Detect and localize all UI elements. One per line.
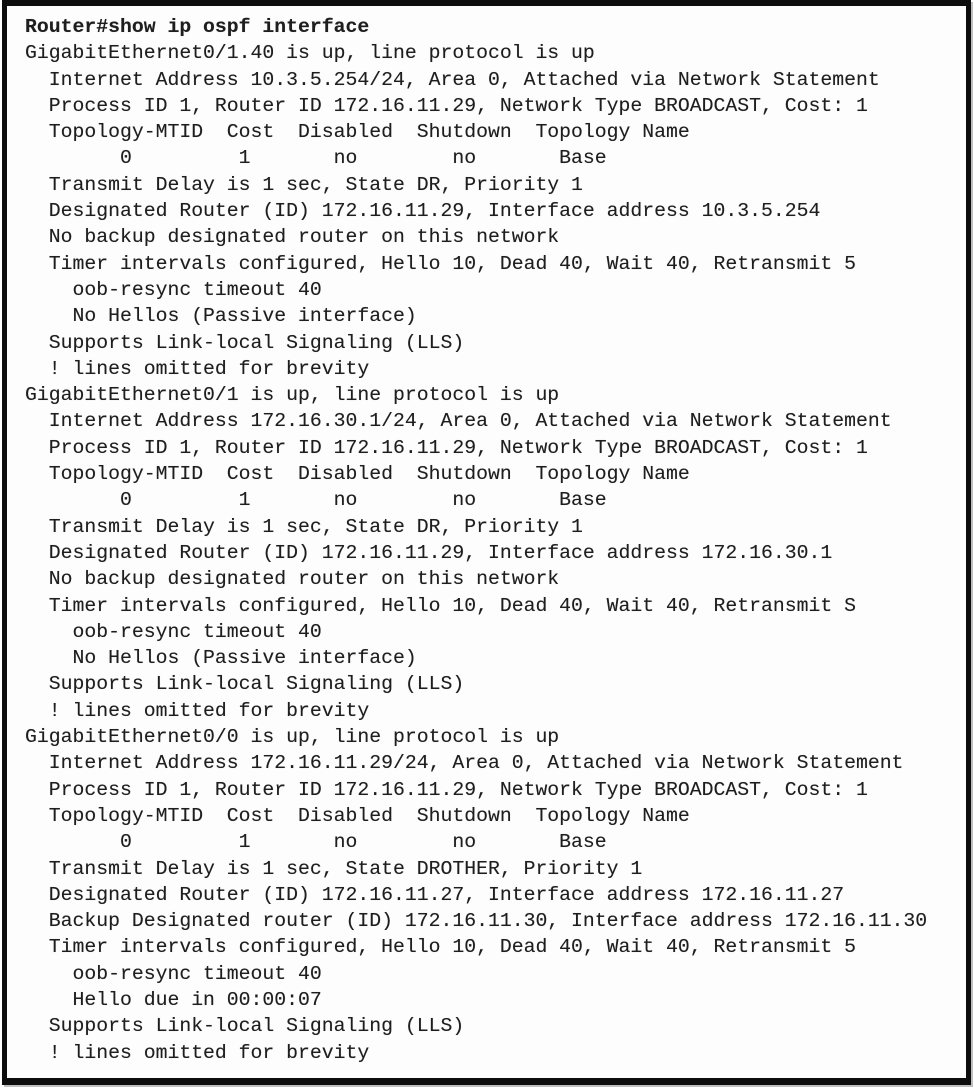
output-line: Supports Link-local Signaling (LLS) — [25, 331, 465, 354]
output-line: Topology-MTID Cost Disabled Shutdown Topology Name — [25, 121, 690, 144]
output-line: GigabitEthernet0/0 is up, line protocol is up — [25, 726, 560, 749]
output-line: ! lines omitted for brevity — [25, 357, 370, 380]
output-line: Internet Address 172.16.11.29/24, Area 0, Attached via Network Statement — [25, 752, 904, 775]
output-line: Designated Router (ID) 172.16.11.27, Interface address 172.16.11.27 — [25, 883, 845, 906]
output-line: Process ID 1, Router ID 172.16.11.29, Network Type BROADCAST, Cost: 1 — [25, 778, 868, 801]
output-line: Supports Link-local Signaling (LLS) — [25, 673, 465, 696]
output-line: Timer intervals configured, Hello 10, Dead 40, Wait 40, Retransmit S — [25, 594, 856, 617]
output-line: Hello due in 00:00:07 — [25, 988, 322, 1011]
output-line: 0 1 no no Base — [25, 489, 607, 512]
output-line: No backup designated router on this network — [25, 568, 560, 591]
output-line: 0 1 no no Base — [25, 831, 607, 854]
output-line: Designated Router (ID) 172.16.11.29, Interface address 172.16.30.1 — [25, 541, 833, 564]
console-frame — [2, 0, 971, 1085]
output-line: ! lines omitted for brevity — [25, 1041, 370, 1064]
output-line: Transmit Delay is 1 sec, State DROTHER, Priority 1 — [25, 857, 643, 880]
output-line: oob-resync timeout 40 — [25, 620, 322, 643]
output-line: oob-resync timeout 40 — [25, 962, 322, 985]
output-line: Timer intervals configured, Hello 10, Dead 40, Wait 40, Retransmit 5 — [25, 252, 856, 275]
output-line: Designated Router (ID) 172.16.11.29, Interface address 10.3.5.254 — [25, 200, 821, 223]
output-line: 0 1 no no Base — [25, 147, 607, 170]
output-line: oob-resync timeout 40 — [25, 278, 322, 301]
output-line: Transmit Delay is 1 sec, State DR, Priority 1 — [25, 173, 583, 196]
output-line: Process ID 1, Router ID 172.16.11.29, Network Type BROADCAST, Cost: 1 — [25, 94, 868, 117]
terminal-output — [25, 14, 962, 1066]
output-line: GigabitEthernet0/1.40 is up, line protocol is up — [25, 42, 595, 65]
output-line: Internet Address 10.3.5.254/24, Area 0, Attached via Network Statement — [25, 68, 880, 91]
output-line: No Hellos (Passive interface) — [25, 647, 417, 670]
output-line: No Hellos (Passive interface) — [25, 305, 417, 328]
output-line: Supports Link-local Signaling (LLS) — [25, 1015, 465, 1038]
output-line: No backup designated router on this network — [25, 226, 560, 249]
command-line: Router#show ip ospf interface — [25, 16, 370, 38]
output-line: Process ID 1, Router ID 172.16.11.29, Network Type BROADCAST, Cost: 1 — [25, 436, 868, 459]
output-line: Backup Designated router (ID) 172.16.11.30, Interface address 172.16.11.30 — [25, 910, 928, 933]
output-line: Topology-MTID Cost Disabled Shutdown Topology Name — [25, 463, 690, 486]
output-line: Transmit Delay is 1 sec, State DR, Priority 1 — [25, 515, 583, 538]
output-line: Internet Address 172.16.30.1/24, Area 0, Attached via Network Statement — [25, 410, 892, 433]
output-line: ! lines omitted for brevity — [25, 699, 370, 722]
output-line: Timer intervals configured, Hello 10, Dead 40, Wait 40, Retransmit 5 — [25, 936, 856, 959]
output-line: Topology-MTID Cost Disabled Shutdown Topology Name — [25, 804, 690, 827]
output-line: GigabitEthernet0/1 is up, line protocol is up — [25, 384, 560, 407]
